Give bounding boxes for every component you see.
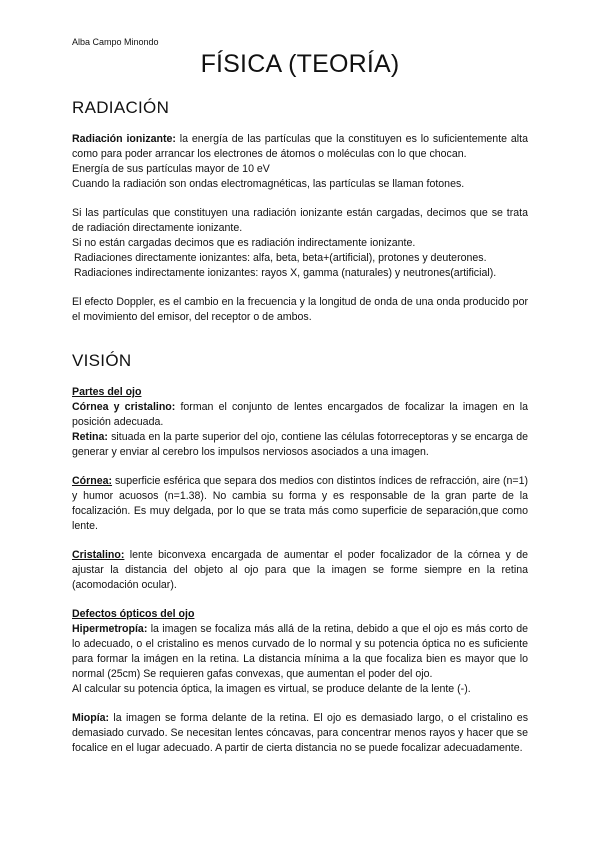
term-cornea: Córnea: (72, 475, 113, 487)
paragraph-line: Radiaciones directamente ionizantes: alfa, beta, beta+(artificial), protones y deuterones. (74, 252, 487, 264)
section-heading-vision: VISIÓN (72, 351, 132, 370)
term-retina: Retina: (72, 431, 108, 443)
definition-text: superficie esférica que separa dos medios con distintos índices de refracción, aire (n=1) y humor acuosos (n=1.38). No cambia su forma y es responsable de la gran parte de la focalización. Es muy delgada, por lo que se trata más como superficie de separación,que como lente. (72, 475, 528, 532)
section-vision (72, 351, 528, 756)
term-cristalino: Cristalino: (72, 549, 125, 561)
term-hipermetropia: Hipermetropía: (72, 623, 148, 635)
definition-text: la imagen se focaliza más allá de la retina, debido a que el ojo es más corto de lo adecuado, o el cristalino es menos curvado de lo normal y su potencia óptica no es suficiente para formar la imágen en la retina. La distancia mínima a la que focaliza bien es mayor que lo normal (25cm) Se requieren gafas convexas, que aumentan el poder del ojo. (72, 623, 528, 680)
paragraph-cristalino (72, 548, 528, 593)
paragraph-retina (72, 430, 528, 460)
section-radiacion (72, 98, 528, 325)
definition-text: forman el conjunto de lentes encargados de focalizar la imagen en la posición adecuada. (72, 401, 528, 428)
paragraph-miopia (72, 711, 528, 756)
term-cornea-cristalino: Córnea y cristalino: (72, 401, 176, 413)
subheading-partes-del-ojo: Partes del ojo (72, 386, 142, 398)
paragraph-line: Energía de sus partículas mayor de 10 eV (72, 163, 270, 175)
definition-text: situada en la parte superior del ojo, contiene las células fotorreceptoras y se encarga de generar y enviar al cerebro los impulsos nerviosos asociados a una imagen. (72, 431, 528, 458)
paragraph-hipermetropia (72, 622, 528, 682)
section-heading-radiacion: RADIACIÓN (72, 98, 170, 117)
paragraph-line: Al calcular su potencia óptica, la imagen es virtual, se produce delante de la lente (-). (72, 683, 471, 695)
paragraph-line: Si no están cargadas decimos que es radiación indirectamente ionizante. (72, 237, 416, 249)
definition-text: la imagen se forma delante de la retina. El ojo es demasiado largo, o el cristalino es demasiado curvado. Se necesitan lentes cóncavas, para concentrar menos rayos y hacer que se focalice en el lugar adecuado. A partir de cierta distancia no se puede focalizar adecuadamente. (72, 712, 528, 754)
document-body (72, 98, 528, 756)
definition-text: lente biconvexa encargada de aumentar el poder focalizador de la córnea y de ajustar la distancia del objeto al ojo para que la imagen se forme siempre en la retina (acomodación ocular). (72, 549, 528, 591)
term-miopia: Miopía: (72, 712, 110, 724)
paragraph-cornea (72, 474, 528, 534)
paragraph-doppler: El efecto Doppler, es el cambio en la frecuencia y la longitud de onda de una onda producido por el movimiento del emisor, del receptor o de ambos. (72, 296, 528, 323)
document-title: FÍSICA (TEORÍA) (200, 50, 400, 78)
definition-radiacion-ionizante: la energía de las partículas que la constituyen es lo suficientemente alta como para poder arrancar los electrones de átomos o moléculas con lo que chocan. (72, 133, 528, 160)
author-name: Alba Campo Minondo (72, 37, 159, 47)
subheading-defectos-opticos: Defectos ópticos del ojo (72, 608, 195, 620)
paragraph-line: Cuando la radiación son ondas electromagnéticas, las partículas se llaman fotones. (72, 178, 465, 190)
paragraph-line: Radiaciones indirectamente ionizantes: rayos X, gamma (naturales) y neutrones(artificial). (74, 267, 497, 279)
paragraph-radiacion-ionizante (72, 132, 528, 162)
paragraph-cargadas: Si las partículas que constituyen una radiación ionizante están cargadas, decimos que se trata de radiación directamente ionizante. (72, 207, 528, 234)
paragraph-cornea-cristalino (72, 400, 528, 430)
term-radiacion-ionizante: Radiación ionizante: (72, 133, 176, 145)
